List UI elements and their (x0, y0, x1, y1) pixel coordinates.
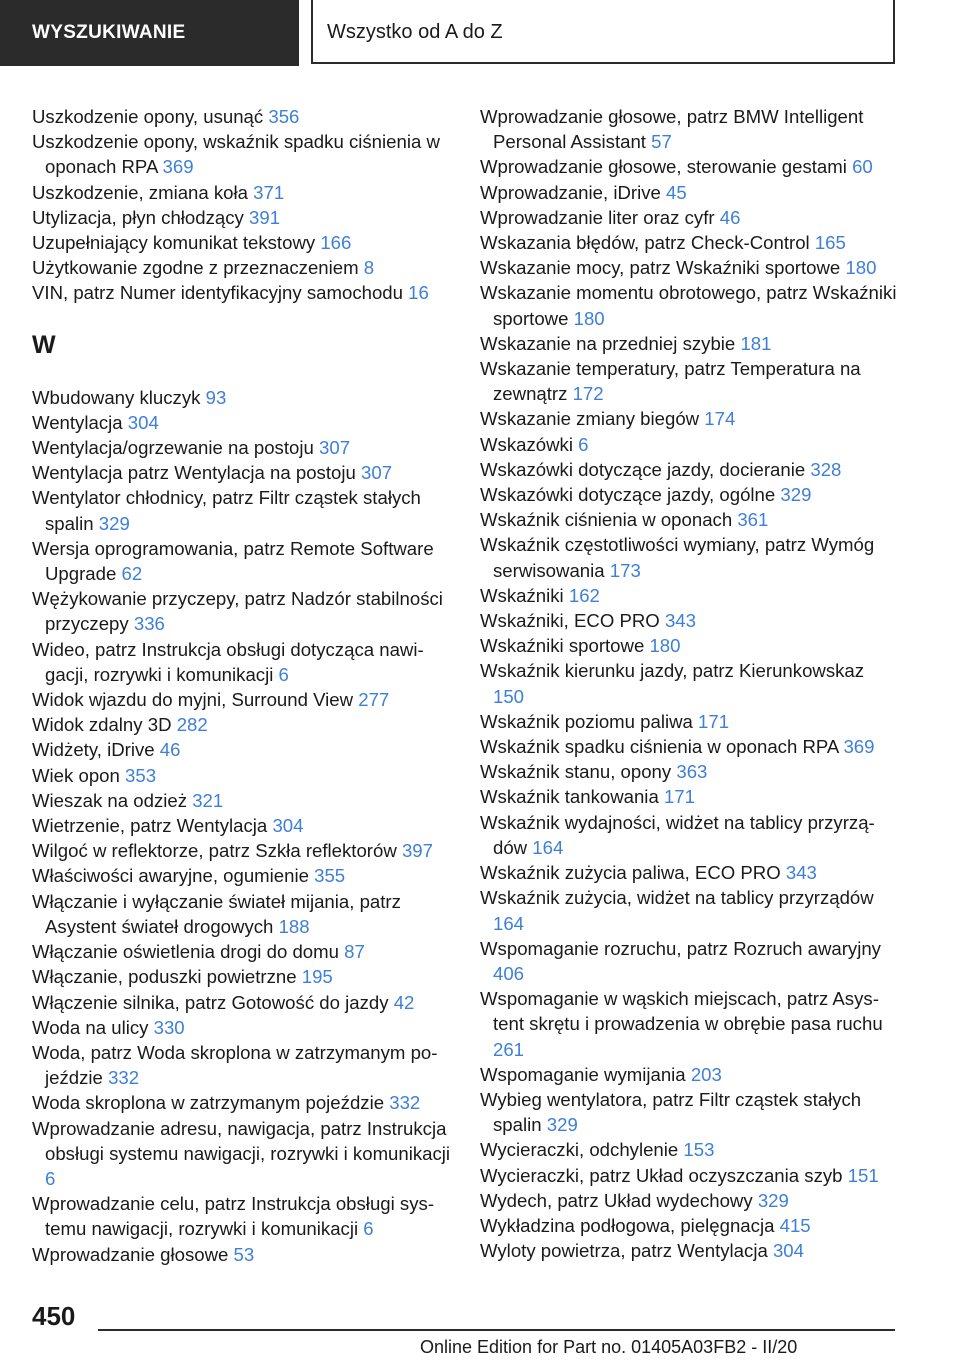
index-entry-text: Wskaźnik kierunku jazdy, patrz Kierunkowskaz (480, 660, 865, 682)
index-entry (480, 1062, 900, 1087)
page-link[interactable]: 363 (676, 761, 708, 783)
index-entry (480, 1087, 900, 1137)
page-link[interactable]: 328 (810, 458, 842, 480)
index-entry (480, 532, 900, 582)
index-entry (32, 863, 452, 888)
index-entry-text: Wbudowany kluczyk (32, 386, 201, 408)
page-link[interactable]: 336 (133, 613, 165, 635)
index-entry-text: Wskaźnik częstotliwości wymiany, patrz Wymóg serwisowania (480, 534, 875, 581)
index-entry-text: Woda na ulicy (32, 1016, 149, 1038)
index-entry (32, 1242, 452, 1267)
page-link[interactable]: 415 (779, 1214, 811, 1236)
page-link[interactable]: 203 (690, 1063, 722, 1085)
index-entry (480, 205, 900, 230)
index-entry-text: Wyloty powietrza, patrz Wentylacja (480, 1240, 768, 1262)
index-entry (32, 255, 452, 280)
index-entry-text: Wprowadzanie celu, patrz Instrukcja obsługi systemu nawigacji, rozrywki i komunikacji (32, 1193, 435, 1240)
index-entry (32, 104, 452, 129)
page-link[interactable]: 171 (663, 786, 695, 808)
page-link[interactable]: 150 (493, 685, 525, 707)
page-link[interactable]: 62 (121, 563, 143, 585)
index-entry-text: Widok zdalny 3D (32, 714, 172, 736)
index-entry-text: Wskaźniki (480, 584, 564, 606)
index-entry-text: Wiek opon (32, 764, 120, 786)
page-link[interactable]: 164 (493, 912, 525, 934)
index-entry-text: Wskaźniki, ECO PRO (480, 610, 660, 632)
index-entry (32, 129, 452, 179)
page-link[interactable]: 371 (253, 181, 285, 203)
index-entry (480, 1188, 900, 1213)
index-entry-text: Wprowadzanie głosowe, patrz BMW Intelligent Personal Assistant (480, 106, 864, 153)
index-entry-text: Wentylator chłodnicy, patrz Filtr cząstek stałych spalin (32, 487, 421, 534)
page-link[interactable]: 162 (568, 584, 600, 606)
index-entry-text: Włączanie, poduszki powietrzne (32, 966, 297, 988)
page-link[interactable]: 174 (704, 408, 736, 430)
page-link[interactable]: 165 (814, 232, 846, 254)
index-entry-text: Wskazanie zmiany biegów (480, 408, 700, 430)
page-link[interactable]: 46 (159, 739, 181, 761)
index-entry-text: Włączenie silnika, patrz Gotowość do jazdy (32, 991, 389, 1013)
index-entry-text: Wskazania błędów, patrz Check-Control (480, 232, 810, 254)
page-link[interactable]: 397 (401, 840, 433, 862)
index-entry (480, 1137, 900, 1162)
index-entry-text: Wskaźnik stanu, opony (480, 761, 672, 783)
page-link[interactable]: 307 (319, 437, 351, 459)
index-entry-text: Wskaźnik spadku ciśnienia w oponach RPA (480, 736, 839, 758)
page-link[interactable]: 369 (843, 736, 875, 758)
page-link[interactable]: 406 (493, 962, 525, 984)
page-link[interactable]: 282 (176, 714, 208, 736)
index-entry (32, 485, 452, 535)
index-entry (32, 1015, 452, 1040)
page-link[interactable]: 361 (737, 509, 769, 531)
index-entry-text: Włączanie oświetlenia drogi do domu (32, 941, 339, 963)
index-entry-text: Widżety, iDrive (32, 739, 155, 761)
index-entry-text: Wskazanie temperatury, patrz Temperatura na zewnątrz (480, 358, 861, 405)
index-entry-text: Utylizacja, płyn chłodzący (32, 206, 244, 228)
index-entry (480, 709, 900, 734)
index-entry (480, 936, 900, 986)
index-entry (480, 810, 900, 860)
index-entry (480, 759, 900, 784)
index-entry (480, 180, 900, 205)
page-link[interactable]: 332 (108, 1067, 140, 1089)
page-link[interactable]: 16 (408, 282, 429, 304)
page-link[interactable]: 261 (493, 1038, 525, 1060)
page-link[interactable]: 307 (361, 462, 393, 484)
index-entry-text: Uszkodzenie, zmiana koła (32, 181, 248, 203)
page-link[interactable]: 45 (666, 181, 687, 203)
index-entry (32, 1116, 452, 1192)
page-link[interactable]: 188 (278, 915, 310, 937)
index-entry (480, 860, 900, 885)
index-entry-text: Wydech, patrz Układ wydechowy (480, 1189, 753, 1211)
index-entry (480, 1213, 900, 1238)
index-entry-text: Wspomaganie wymijania (480, 1063, 686, 1085)
index-entry (32, 990, 452, 1015)
index-entry (480, 457, 900, 482)
index-entry-text: Wentylacja patrz Wentylacja na postoju (32, 462, 356, 484)
index-entry-text: Wskaźnik poziomu paliwa (480, 710, 693, 732)
index-entry (32, 813, 452, 838)
index-entry-text: Wprowadzanie głosowe (32, 1243, 229, 1265)
page-link[interactable]: 164 (532, 836, 564, 858)
page-link[interactable]: 173 (609, 559, 641, 581)
index-entry-text: Woda skroplona w zatrzymanym pojeździe (32, 1092, 385, 1114)
page-link[interactable]: 6 (45, 1167, 56, 1189)
page-link[interactable]: 330 (153, 1016, 185, 1038)
page-link[interactable]: 355 (314, 865, 346, 887)
index-entry (32, 1090, 452, 1115)
index-entry-text: Wskazanie na przedniej szybie (480, 332, 736, 354)
index-entry-text: Wskazanie mocy, patrz Wskaźniki sportowe (480, 257, 841, 279)
index-entry-text: Wskaźnik ciśnienia w oponach (480, 509, 733, 531)
index-entry (32, 536, 452, 586)
index-entry-text: VIN, patrz Numer identyfikacyjny samochodu (32, 282, 403, 304)
index-entry (480, 406, 900, 431)
index-entry (480, 633, 900, 658)
index-entry-text: Wspomaganie rozruchu, patrz Rozruch awaryjny (480, 937, 881, 959)
page-link[interactable]: 6 (578, 433, 589, 455)
index-entry (480, 255, 900, 280)
index-column-right (480, 104, 900, 1263)
header-bar (0, 0, 960, 66)
index-entry-text: Uszkodzenie opony, wskaźnik spadku ciśnienia w oponach RPA (32, 131, 440, 178)
index-entry (480, 658, 900, 708)
page-link[interactable]: 304 (127, 411, 159, 433)
index-entry (32, 1191, 452, 1241)
index-entry (32, 763, 452, 788)
index-entry-text: Wycieraczki, odchylenie (480, 1139, 679, 1161)
page-link[interactable]: 304 (772, 1240, 804, 1262)
index-entry (480, 331, 900, 356)
index-entry (480, 104, 900, 154)
index-entry (480, 230, 900, 255)
page-link[interactable]: 356 (268, 106, 300, 127)
page-link[interactable]: 329 (757, 1189, 789, 1211)
index-entry-text: Włączanie i wyłączanie świateł mijania, patrz Asystent świateł drogowych (32, 890, 401, 937)
index-entry-text: Wężykowanie przyczepy, patrz Nadzór stabilności przyczepy (32, 588, 443, 635)
index-entry-text: Wskaźniki sportowe (480, 635, 645, 657)
section-title: Wszystko od A do Z (311, 0, 895, 64)
index-entry-text: Wentylacja (32, 411, 123, 433)
page-link[interactable]: 151 (847, 1164, 879, 1186)
index-entry (480, 1163, 900, 1188)
page-link[interactable]: 180 (649, 635, 681, 657)
page-link[interactable]: 321 (192, 789, 224, 811)
index-entry (480, 280, 900, 330)
index-entry-text: Właściwości awaryjne, ogumienie (32, 865, 309, 887)
index-entry (32, 788, 452, 813)
index-entry-text: Wprowadzanie głosowe, sterowanie gestami (480, 156, 847, 178)
index-entry (480, 885, 900, 935)
page-link[interactable]: 53 (233, 1243, 255, 1265)
page-link[interactable]: 329 (546, 1114, 578, 1136)
index-entry-text: Wskazówki (480, 433, 573, 455)
page-link[interactable]: 171 (698, 710, 730, 732)
page-link[interactable]: 277 (358, 689, 390, 711)
page-link[interactable]: 8 (363, 257, 375, 279)
index-entry (32, 435, 452, 460)
index-entry-text: Wentylacja/ogrzewanie na postoju (32, 437, 314, 459)
page-link[interactable]: 60 (852, 156, 873, 178)
page-link[interactable]: 329 (98, 512, 130, 534)
index-entry (32, 889, 452, 939)
index-entry (480, 583, 900, 608)
index-entry (32, 838, 452, 863)
index-entry-text: Wybieg wentylatora, patrz Filtr cząstek stałych spalin (480, 1088, 862, 1136)
page-link[interactable]: 181 (740, 332, 772, 354)
index-entry (480, 986, 900, 1062)
page-link[interactable]: 304 (272, 815, 304, 837)
page-link[interactable]: 343 (664, 610, 696, 632)
index-entry-text: Wskazówki dotyczące jazdy, ogólne (480, 484, 776, 506)
index-entry-text: Widok wjazdu do myjni, Surround View (32, 689, 354, 711)
index-entry (32, 385, 452, 410)
index-entry (480, 356, 900, 406)
tab-search[interactable]: WYSZUKIWANIE (0, 0, 299, 66)
index-entry (480, 154, 900, 179)
index-entry (480, 608, 900, 633)
index-entry (480, 432, 900, 457)
page-link[interactable]: 332 (389, 1092, 421, 1114)
index-entry-text: Wspomaganie w wąskich miejscach, patrz Asystent skrętu i prowadzenia w obrębie pasa ruchu (480, 988, 883, 1035)
page-number: 450 (32, 1301, 76, 1331)
page-link[interactable]: 353 (125, 764, 157, 786)
index-entry-text: Wskaźnik zużycia, widżet na tablicy przyrządów (480, 887, 874, 909)
index-entry (32, 1040, 452, 1090)
page-link[interactable]: 329 (780, 484, 812, 506)
index-entry-text: Uzupełniający komunikat tekstowy (32, 232, 316, 254)
index-entry (32, 737, 452, 762)
index-entry-text: Wycieraczki, patrz Układ oczyszczania szyb (480, 1164, 843, 1186)
index-entry-text: Wskaźnik zużycia paliwa, ECO PRO (480, 862, 781, 884)
index-entry (480, 734, 900, 759)
index-entry-text: Wprowadzanie liter oraz cyfr (480, 206, 715, 228)
index-entry-text: Wideo, patrz Instrukcja obsługi dotycząca nawigacji, rozrywki i komunikacji (32, 638, 424, 685)
index-entry (32, 230, 452, 255)
page-link[interactable]: 369 (162, 156, 194, 178)
index-entry (32, 964, 452, 989)
edition-footer: Online Edition for Part no. 01405A03FB2 - II/20 (420, 1337, 798, 1357)
page-link[interactable]: 87 (344, 941, 365, 963)
index-entry (32, 460, 452, 485)
index-entry (480, 1238, 900, 1263)
page-link[interactable]: 195 (301, 966, 333, 988)
index-entry (480, 784, 900, 809)
index-entry-text: Wersja oprogramowania, patrz Remote Software Upgrade (32, 537, 434, 585)
page-link[interactable]: 180 (573, 307, 605, 329)
index-entry (32, 280, 452, 305)
page-link[interactable]: 153 (683, 1139, 715, 1161)
index-entry-text: Wykładzina podłogowa, pielęgnacja (480, 1214, 775, 1236)
page-link[interactable]: 6 (278, 663, 289, 685)
page-link[interactable]: 343 (785, 862, 817, 884)
page-link[interactable]: 42 (393, 991, 415, 1013)
footer-divider (98, 1329, 895, 1331)
index-entry (480, 482, 900, 507)
page-link[interactable]: 46 (719, 206, 741, 228)
page-link[interactable]: 172 (572, 383, 604, 405)
index-entry-text: Wilgoć w reflektorze, patrz Szkła reflektorów (32, 840, 397, 862)
index-entry-text: Wskazówki dotyczące jazdy, docieranie (480, 458, 806, 480)
index-entry (480, 507, 900, 532)
page-link[interactable]: 391 (249, 206, 281, 228)
index-entry-text: Uszkodzenie opony, usunąć (32, 106, 264, 127)
index-entry (32, 939, 452, 964)
index-entry (32, 586, 452, 636)
page-link[interactable]: 6 (363, 1218, 374, 1240)
page-link[interactable]: 57 (651, 131, 672, 153)
page-link[interactable]: 166 (320, 232, 352, 254)
index-entry-text: Wprowadzanie adresu, nawigacja, patrz Instrukcja obsługi systemu nawigacji, rozrywki i komunikacji (32, 1117, 451, 1164)
page-link[interactable]: 93 (205, 386, 227, 408)
page-link[interactable]: 180 (845, 257, 877, 279)
index-entry (32, 180, 452, 205)
index-entry-text: Wieszak na odzież (32, 789, 188, 811)
index-entry-text: Wietrzenie, patrz Wentylacja (32, 815, 268, 837)
index-entry-text: Wskaźnik wydajności, widżet na tablicy przyrządów (480, 811, 875, 858)
index-entry (32, 410, 452, 435)
index-entry-text: Wprowadzanie, iDrive (480, 181, 661, 203)
index-entry-text: Woda, patrz Woda skroplona w zatrzymanym pojeździe (32, 1041, 438, 1089)
index-entry-text: Wskaźnik tankowania (480, 786, 659, 808)
index-column-left (32, 104, 452, 1267)
index-entry (32, 205, 452, 230)
index-letter-heading: W (32, 330, 56, 359)
index-entry (32, 687, 452, 712)
index-entry-text: Użytkowanie zgodne z przeznaczeniem (32, 257, 359, 279)
index-entry (32, 712, 452, 737)
index-entry-text: Wskazanie momentu obrotowego, patrz Wskaźniki sportowe (480, 282, 897, 329)
index-entry (32, 637, 452, 687)
